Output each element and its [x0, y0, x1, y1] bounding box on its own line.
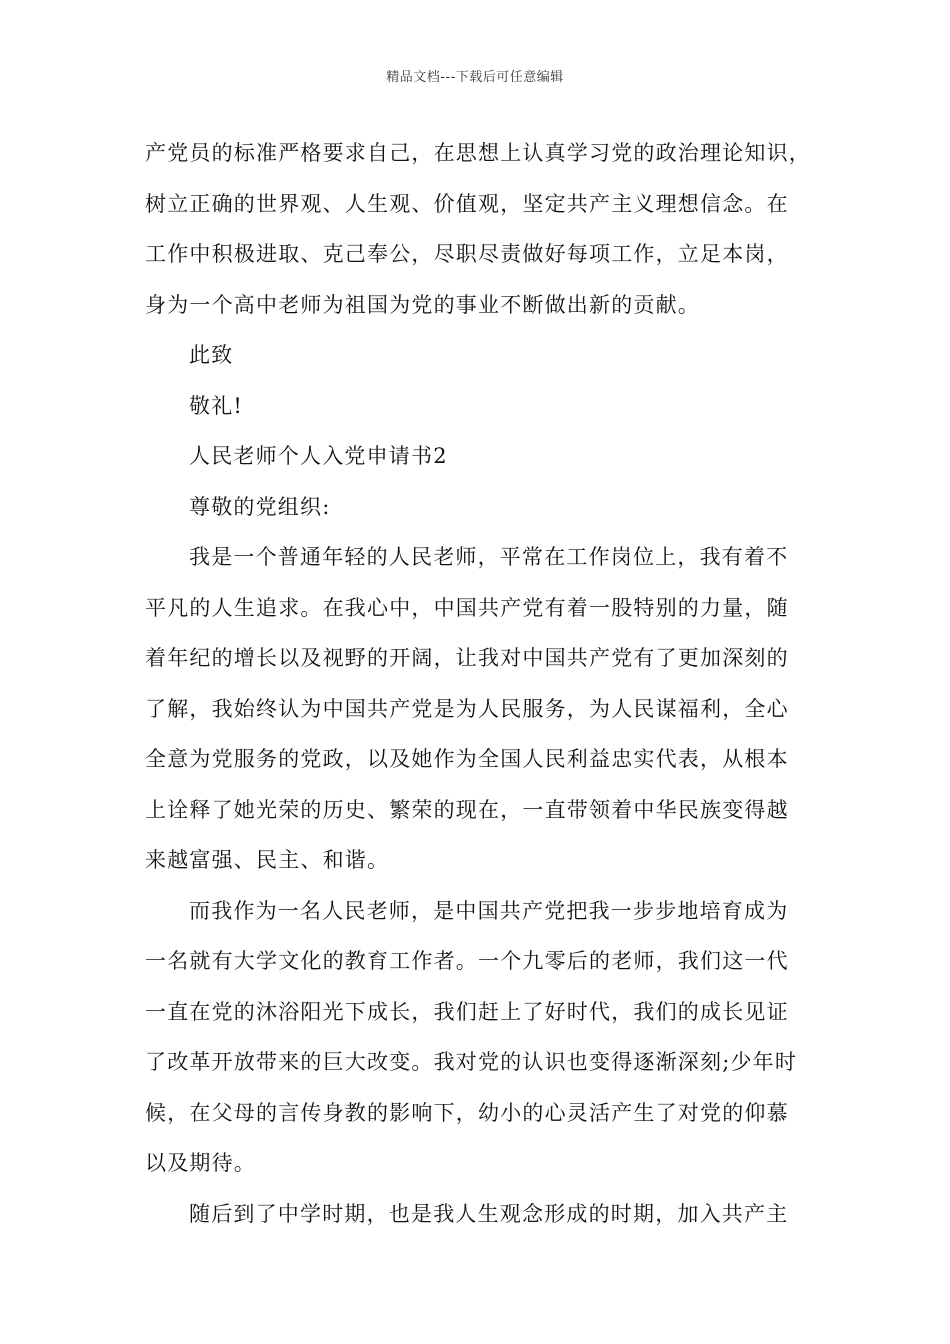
text-line: 工作中积极进取、克己奉公，尽职尽责做好每项工作，立足本岗，	[145, 242, 789, 266]
text-line: 敬礼!	[189, 393, 244, 418]
text-line: 候，在父母的言传身教的影响下，幼小的心灵活产生了对党的仰慕	[145, 1100, 789, 1125]
text-line: 人民老师个人入党申请书2	[189, 444, 448, 468]
text-line: 以及期待。	[145, 1151, 256, 1175]
text-line: 全意为党服务的党政，以及她作为全国人民利益忠实代表，从根本	[145, 747, 789, 771]
text-line: 而我作为一名人民老师，是中国共产党把我一步步地培育成为	[189, 898, 789, 923]
document-body	[145, 128, 825, 1239]
text-line: 上诠释了她光荣的历史、繁荣的现在，一直带领着中华民族变得越	[145, 797, 789, 822]
text-line: 树立正确的世界观、人生观、价值观，坚定共产主义理想信念。在	[145, 191, 789, 216]
text-line: 尊敬的党组织:	[189, 494, 331, 519]
text-line: 了解，我始终认为中国共产党是为人民服务，为人民谋福利，全心	[145, 696, 789, 721]
text-line: 产党员的标准严格要求自己，在思想上认真学习党的政治理论知识，	[145, 141, 811, 165]
text-line: 了改革开放带来的巨大改变。我对党的认识也变得逐渐深刻;少年时	[145, 1050, 798, 1074]
text-line: 一直在党的沐浴阳光下成长，我们赶上了好时代，我们的成长见证	[145, 999, 789, 1024]
text-line: 此致	[189, 343, 234, 367]
text-line: 平凡的人生追求。在我心中，中国共产党有着一股特别的力量，随	[145, 595, 789, 620]
text-line: 随后到了中学时期，也是我人生观念形成的时期，加入共产主	[189, 1201, 789, 1226]
text-line: 来越富强、民主、和谐。	[145, 848, 390, 872]
text-line: 一名就有大学文化的教育工作者。一个九零后的老师，我们这一代	[145, 949, 789, 973]
text-line: 我是一个普通年轻的人民老师，平常在工作岗位上，我有着不	[189, 545, 789, 569]
text-line: 着年纪的增长以及视野的开阔，让我对中国共产党有了更加深刻的	[145, 646, 789, 670]
page-header: 精品文档---下载后可任意编辑	[386, 70, 564, 85]
text-line: 身为一个高中老师为祖国为党的事业不断做出新的贡献。	[145, 292, 700, 317]
